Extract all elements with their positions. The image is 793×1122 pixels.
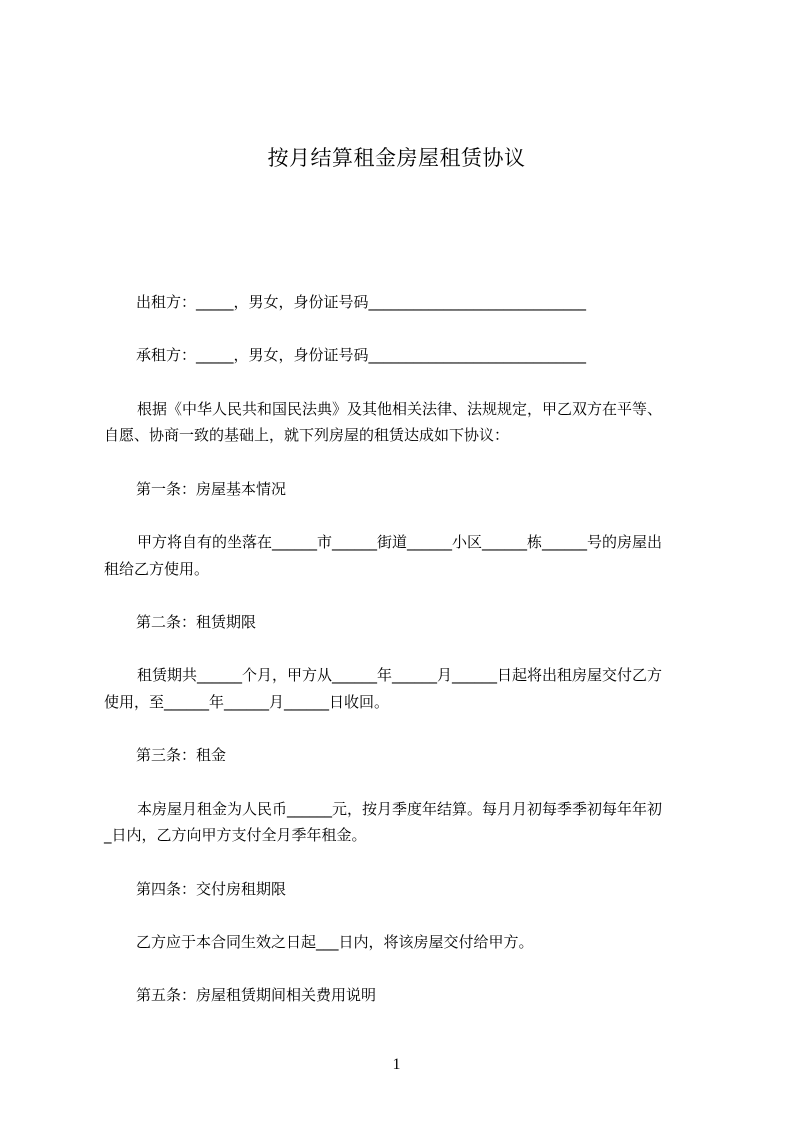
article-1-line-1: 甲方将自有的坐落在______市______街道______小区______栋______号的房屋出: [137, 533, 663, 551]
article-2-heading: 第二条：租赁期限: [136, 613, 257, 631]
page-number: 1: [392, 1056, 401, 1073]
document-title: 按月结算租金房屋租赁协议: [267, 146, 526, 170]
article-4-line-1: 乙方应于本合同生效之日起___日内，将该房屋交付给甲方。: [136, 933, 534, 951]
article-5-heading: 第五条：房屋租赁期间相关费用说明: [136, 986, 377, 1004]
article-3-line-2: _日内，乙方向甲方支付全月季年租金。: [104, 826, 367, 844]
article-2-line-1: 租赁期共______个月，甲方从______年______月______日起将出租房屋交付乙方: [137, 666, 663, 684]
article-3-line-1: 本房屋月租金为人民币______元，按月季度年结算。每月月初每季季初每年年初: [137, 800, 663, 818]
intro-paragraph-line-2: 自愿、协商一致的基础上，就下列房屋的租赁达成如下协议：: [104, 426, 510, 444]
lessee-line: 承租方：_____，男女，身份证号码_____________________________: [136, 346, 587, 364]
lessor-line: 出租方：_____，男女，身份证号码_____________________________: [136, 293, 587, 311]
article-2-line-2: 使用，至______年______月______日收回。: [104, 693, 390, 711]
article-3-heading: 第三条：租金: [136, 746, 227, 764]
article-1-line-2: 租给乙方使用。: [104, 560, 210, 578]
article-1-heading: 第一条：房屋基本情况: [136, 480, 287, 498]
article-4-heading: 第四条：交付房租期限: [136, 880, 287, 898]
intro-paragraph-line-1: 根据《中华人民共和国民法典》及其他相关法律、法规规定，甲乙双方在平等、: [137, 400, 663, 418]
